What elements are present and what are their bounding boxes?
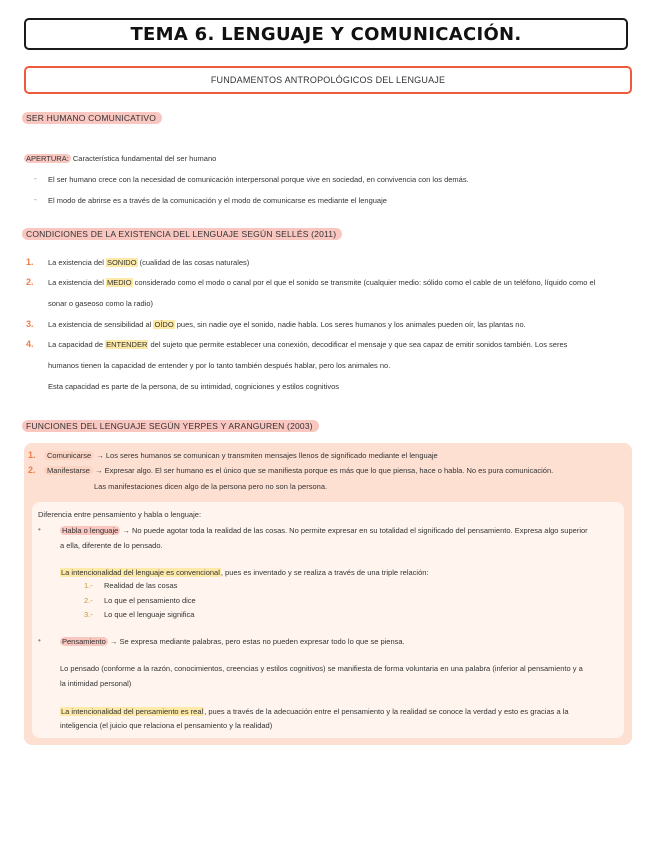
condicion-2: La existencia del MEDIO considerado como el modo o canal por el que el sonido se transmite (cualquier medio: sólido como el cable de un teléfono, líquido como el <box>48 278 596 287</box>
heading-condiciones-text: CONDICIONES DE LA EXISTENCIA DEL LENGUAJE SEGÚN SELLÉS (2011) <box>22 228 342 240</box>
pensamiento-p1-cont: la intimidad personal) <box>60 679 132 688</box>
heading-funciones-text: FUNCIONES DEL LENGUAJE SEGÚN YERPES Y ARANGUREN (2003) <box>22 420 319 432</box>
relacion-2: Lo que el pensamiento dice <box>104 596 196 605</box>
intencionalidad-lenguaje: La intencionalidad del lenguaje es convencional, pues es inventado y se realiza a través de una triple relación: <box>61 568 429 577</box>
condicion-2-cont: sonar o gaseoso como la radio) <box>48 299 154 308</box>
diferencia-heading: Diferencia entre pensamiento y habla o lenguaje: <box>38 510 202 519</box>
bullet-dot: • <box>38 525 41 534</box>
relacion-number-2: 2.- <box>84 596 93 605</box>
funcion-number-2: 2. <box>28 465 36 475</box>
bullet-1: El ser humano crece con la necesidad de comunicación interpersonal porque vive en sociedad, en convivencia con los demás. <box>48 175 469 184</box>
pensamiento-p1: Lo pensado (conforme a la razón, conocimientos, creencias y estilos cognitivos) se manifiesta de forma voluntaria en una palabra (inferior al pensamiento y a <box>60 664 583 673</box>
keyword-entender: ENTENDER <box>106 340 148 349</box>
relacion-1: Realidad de las cosas <box>104 581 178 590</box>
keyword-pensamiento: Pensamiento <box>62 637 106 646</box>
apertura-line <box>24 154 216 163</box>
item-number-4: 4. <box>26 339 34 349</box>
keyword-intencionalidad-lenguaje: La intencionalidad del lenguaje es convencional <box>61 568 220 577</box>
heading-funciones <box>22 421 319 431</box>
keyword-habla: Habla o lenguaje <box>62 526 119 535</box>
bullet-2: El modo de abrirse es a través de la comunicación y el modo de comunicarse es mediante el lenguaje <box>48 196 387 205</box>
habla-line: Habla o lenguaje → No puede agotar toda la realidad de las cosas. No permite expresar en su totalidad el significado del pensamiento. Expresa algo superior <box>62 526 588 535</box>
keyword-comunicarse: Comunicarse <box>44 451 94 460</box>
condicion-4-note: Esta capacidad es parte de la persona, de su intimidad, cogniciones y estilos cognitivos <box>48 382 340 391</box>
condicion-4-cont: humanos tienen la capacidad de entender y por lo tanto también después hablar, pero los animales no. <box>48 361 391 370</box>
keyword-intencionalidad-pensamiento: La intencionalidad del pensamiento es real <box>61 707 204 716</box>
bullet-dot: • <box>38 636 41 645</box>
keyword-medio: MEDIO <box>106 278 132 287</box>
heading-ser-humano-text: SER HUMANO COMUNICATIVO <box>22 112 162 124</box>
item-number-2: 2. <box>26 277 34 287</box>
condicion-1: La existencia del SONIDO (cualidad de las cosas naturales) <box>48 258 250 267</box>
pensamiento-line: Pensamiento → Se expresa mediante palabras, pero estas no pueden expresar todo lo que se piensa. <box>62 637 405 646</box>
relacion-number-3: 3.- <box>84 610 93 619</box>
heading-ser-humano <box>22 113 162 123</box>
relacion-3: Lo que el lenguaje significa <box>104 610 195 619</box>
keyword-manifestarse: Manifestarse <box>44 466 93 475</box>
keyword-oido: OÍDO <box>154 320 174 329</box>
habla-cont: a ella, diferente de lo pensado. <box>60 541 163 550</box>
funcion-number-1: 1. <box>28 450 36 460</box>
item-number-3: 3. <box>26 319 34 329</box>
intencionalidad-pensamiento-cont: inteligencia (el juicio que relaciona el pensamiento y la realidad) <box>60 721 273 730</box>
keyword-sonido: SONIDO <box>106 258 137 267</box>
funcion-1: Comunicarse → Los seres humanos se comunican y transmiten mensajes llenos de significado mediante el lenguaje <box>44 451 438 460</box>
intencionalidad-pensamiento: La intencionalidad del pensamiento es real, pues a través de la adecuación entre el pensamiento y la realidad se conoce la verdad y esto es gracias a la <box>61 707 569 716</box>
item-number-1: 1. <box>26 257 34 267</box>
condicion-3: La existencia de sensibilidad al OÍDO pues, sin nadie oye el sonido, nadie habla. Los seres humanos y los animales pueden oír, las plantas no. <box>48 320 526 329</box>
funcion-2: Manifestarse → Expresar algo. El ser humano es el único que se manifiesta porque es más que lo que piensa, hace o habla. No es pura comunicación. <box>44 466 553 475</box>
diferencia-panel <box>32 502 624 738</box>
page-title: TEMA 6. LENGUAJE Y COMUNICACIÓN. <box>24 18 628 50</box>
dash-marker: - <box>34 174 37 183</box>
funcion-2-cont: Las manifestaciones dicen algo de la persona pero no son la persona. <box>94 482 328 491</box>
apertura-term: APERTURA: <box>26 154 69 163</box>
apertura-definition: Característica fundamental del ser humano <box>70 154 217 163</box>
relacion-number-1: 1.- <box>84 581 93 590</box>
section-subtitle: FUNDAMENTOS ANTROPOLÓGICOS DEL LENGUAJE <box>24 66 632 94</box>
condicion-4: La capacidad de ENTENDER del sujeto que permite establecer una conexión, decodificar el mensaje y que sea capaz de emitir sonidos también. Los seres <box>48 340 568 349</box>
dash-marker: - <box>34 195 37 204</box>
heading-condiciones <box>22 229 342 239</box>
